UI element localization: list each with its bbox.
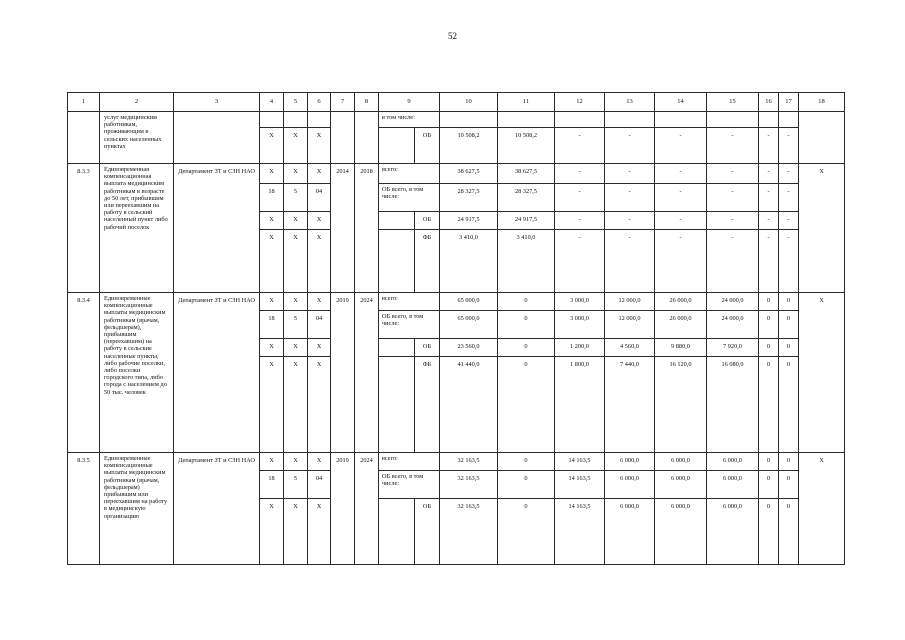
cell: 14 163,5 [555,471,605,499]
cell: X [308,230,331,293]
cell: - [707,230,759,293]
cell: 18 [260,471,284,499]
cell: - [555,184,605,212]
cell: 0 [759,293,779,311]
cell: - [605,184,655,212]
cell: - [707,184,759,212]
cell: X [260,339,284,357]
cell: 24 000,0 [707,311,759,339]
header-cell: 3 [174,93,260,112]
cell: 18 [260,184,284,212]
header-cell: 17 [779,93,799,112]
measure-number: 8.3.3 [68,164,100,293]
cell: - [655,184,707,212]
cell: X [308,357,331,453]
header-cell: 10 [440,93,498,112]
header-cell: 12 [555,93,605,112]
funding-source: ОБ [415,339,440,357]
cell: 0 [779,339,799,357]
header-cell: 11 [498,93,555,112]
cell: 0 [498,339,555,357]
measure-number: 8.3.5 [68,453,100,565]
end-year: 2024 [355,293,379,453]
cell: 16 120,0 [655,357,707,453]
cell: - [605,128,655,164]
header-cell: 15 [707,93,759,112]
cell: 5 [284,311,308,339]
cell: X [260,230,284,293]
cell: - [759,164,779,184]
cell: X [308,339,331,357]
subtotal-label: в том числе: [379,112,440,128]
cell: 3 410,0 [440,230,498,293]
cell: 0 [779,453,799,471]
funding-source: ОБ [415,212,440,230]
cell: - [655,128,707,164]
cell: 3 410,0 [498,230,555,293]
cell: - [555,164,605,184]
cell: 0 [759,471,779,499]
start-year: 2014 [331,164,355,293]
cell: 0 [498,471,555,499]
header-cell: 16 [759,93,779,112]
cell: 0 [779,357,799,453]
cell: - [779,230,799,293]
cell: X [284,453,308,471]
cell: - [655,212,707,230]
cell: - [655,164,707,184]
cell: - [779,128,799,164]
cell: - [605,230,655,293]
cell: 65 000,0 [440,293,498,311]
cell: X [799,293,845,453]
cell: 0 [498,453,555,471]
cell: 5 [284,471,308,499]
cell: 24 917,5 [440,212,498,230]
cell: X [284,128,308,164]
cell: X [308,164,331,184]
cell: 6 000,0 [707,471,759,499]
cell: 0 [498,293,555,311]
cell: 0 [759,499,779,565]
cell: 1 800,0 [555,357,605,453]
cell: 38 627,5 [498,164,555,184]
cell: - [605,212,655,230]
cell: X [260,293,284,311]
cell: 6 000,0 [655,453,707,471]
department: Департамент ЗТ и СЗН НАО [174,453,260,565]
cell: 7 920,0 [707,339,759,357]
cell: 6 000,0 [707,499,759,565]
cell: 0 [759,311,779,339]
cell: X [284,339,308,357]
cell: X [260,212,284,230]
cell: 26 000,0 [655,311,707,339]
cell: 23 560,0 [440,339,498,357]
measure-description: Единовременные компенсационные выплаты медицинским работникам (врачам, фельдшерам), прибывшим (переехавшим) на работу в сельские населенные пункты, либо рабочие поселки, либо поселки городского типа, либо города с населением до 50 тыс. человек [100,293,174,453]
cell: 6 000,0 [605,499,655,565]
cell: X [284,499,308,565]
header-cell: 2 [100,93,174,112]
cell: 9 880,0 [655,339,707,357]
subtotal-label: ОБ всего, в том числе: [379,471,440,499]
page-number: 52 [448,31,457,41]
cell: 32 163,5 [440,453,498,471]
header-cell: 13 [605,93,655,112]
cell: 0 [498,311,555,339]
subtotal-label: всего: [379,293,440,311]
cell: 5 [284,184,308,212]
cell: 10 508,2 [440,128,498,164]
end-year: 2018 [355,164,379,293]
cell: - [707,128,759,164]
cell: X [260,499,284,565]
budget-table [67,92,845,565]
header-cell: 14 [655,93,707,112]
subtotal-label: всего: [379,453,440,471]
table-header-row [68,93,845,112]
cell: 04 [308,471,331,499]
measure-description: услуг медицинским работникам, проживающим в сельских населенных пунктах [100,112,174,164]
start-year: 2019 [331,293,355,453]
cell: 04 [308,184,331,212]
cell: 6 000,0 [605,471,655,499]
cell: 32 163,5 [440,499,498,565]
cell: 65 000,0 [440,311,498,339]
measure-description: Единовременные компенсационные выплаты медицинским работникам (врачам, фельдшерам) прибывшим или переехавшим на работу в медицинскую организацию [100,453,174,565]
subtotal-label: всего: [379,164,440,184]
cell: 41 440,0 [440,357,498,453]
cell: - [759,184,779,212]
cell: 6 000,0 [655,499,707,565]
cell: - [655,230,707,293]
cell: - [605,164,655,184]
cell: X [308,128,331,164]
end-year: 2024 [355,453,379,565]
funding-source: ОБ [415,499,440,565]
cell: 7 440,0 [605,357,655,453]
cell: 24 917,5 [498,212,555,230]
cell: 0 [779,311,799,339]
table-row [68,164,845,184]
cell: X [284,164,308,184]
cell: - [555,128,605,164]
cell: 24 000,0 [707,293,759,311]
measure-description: Единовременная компенсационная выплата медицинским работникам в возрасте до 50 лет, прибывшим или переехавшим на работу в сельский населенный пункт либо рабочий поселок [100,164,174,293]
cell: - [779,212,799,230]
funding-source: ОБ [415,128,440,164]
cell: 12 000,0 [605,311,655,339]
header-cell: 7 [331,93,355,112]
cell: 0 [498,499,555,565]
cell: X [284,357,308,453]
cell: 38 627,5 [440,164,498,184]
cell: - [779,184,799,212]
measure-number: 8.3.4 [68,293,100,453]
cell: - [555,212,605,230]
cell: 32 163,5 [440,471,498,499]
cell: X [284,212,308,230]
cell: 0 [779,293,799,311]
cell: 0 [759,339,779,357]
header-cell: 6 [308,93,331,112]
cell: X [284,293,308,311]
cell: 1 200,0 [555,339,605,357]
cell: 18 [260,311,284,339]
cell: 14 163,5 [555,453,605,471]
cell: 28 327,5 [498,184,555,212]
table-row [68,112,845,128]
cell: 0 [779,499,799,565]
cell: 0 [759,357,779,453]
department: Департамент ЗТ и СЗН НАО [174,293,260,453]
cell: 6 000,0 [707,453,759,471]
cell: X [260,453,284,471]
cell: 12 000,0 [605,293,655,311]
cell: - [759,212,779,230]
cell: X [308,293,331,311]
table-row [68,293,845,311]
cell: 3 000,0 [555,293,605,311]
cell: 04 [308,311,331,339]
cell: X [260,357,284,453]
cell: X [799,164,845,293]
cell: 6 000,0 [655,471,707,499]
start-year: 2019 [331,453,355,565]
cell: - [707,164,759,184]
subtotal-label: ОБ всего, в том числе: [379,311,440,339]
table-row [68,453,845,471]
cell: 0 [779,471,799,499]
cell: 0 [498,357,555,453]
header-cell: 8 [355,93,379,112]
cell: 0 [759,453,779,471]
cell: 28 327,5 [440,184,498,212]
cell: X [308,453,331,471]
subtotal-label: ОБ всего, в том числе: [379,184,440,212]
cell: X [308,212,331,230]
cell: 4 560,0 [605,339,655,357]
cell: - [779,164,799,184]
funding-source: ФБ [415,357,440,453]
cell: - [707,212,759,230]
cell: 6 000,0 [605,453,655,471]
cell: - [759,128,779,164]
cell: X [260,164,284,184]
funding-source: ФБ [415,230,440,293]
cell: X [260,128,284,164]
cell: - [555,230,605,293]
department: Департамент ЗТ и СЗН НАО [174,164,260,293]
header-cell: 9 [379,93,440,112]
cell: X [799,453,845,565]
cell: 16 080,0 [707,357,759,453]
cell: X [308,499,331,565]
cell: 10 508,2 [498,128,555,164]
cell: 26 000,0 [655,293,707,311]
cell: X [284,230,308,293]
cell: 14 163,5 [555,499,605,565]
header-cell: 18 [799,93,845,112]
header-cell: 5 [284,93,308,112]
cell: - [759,230,779,293]
header-cell: 1 [68,93,100,112]
cell: 3 000,0 [555,311,605,339]
header-cell: 4 [260,93,284,112]
